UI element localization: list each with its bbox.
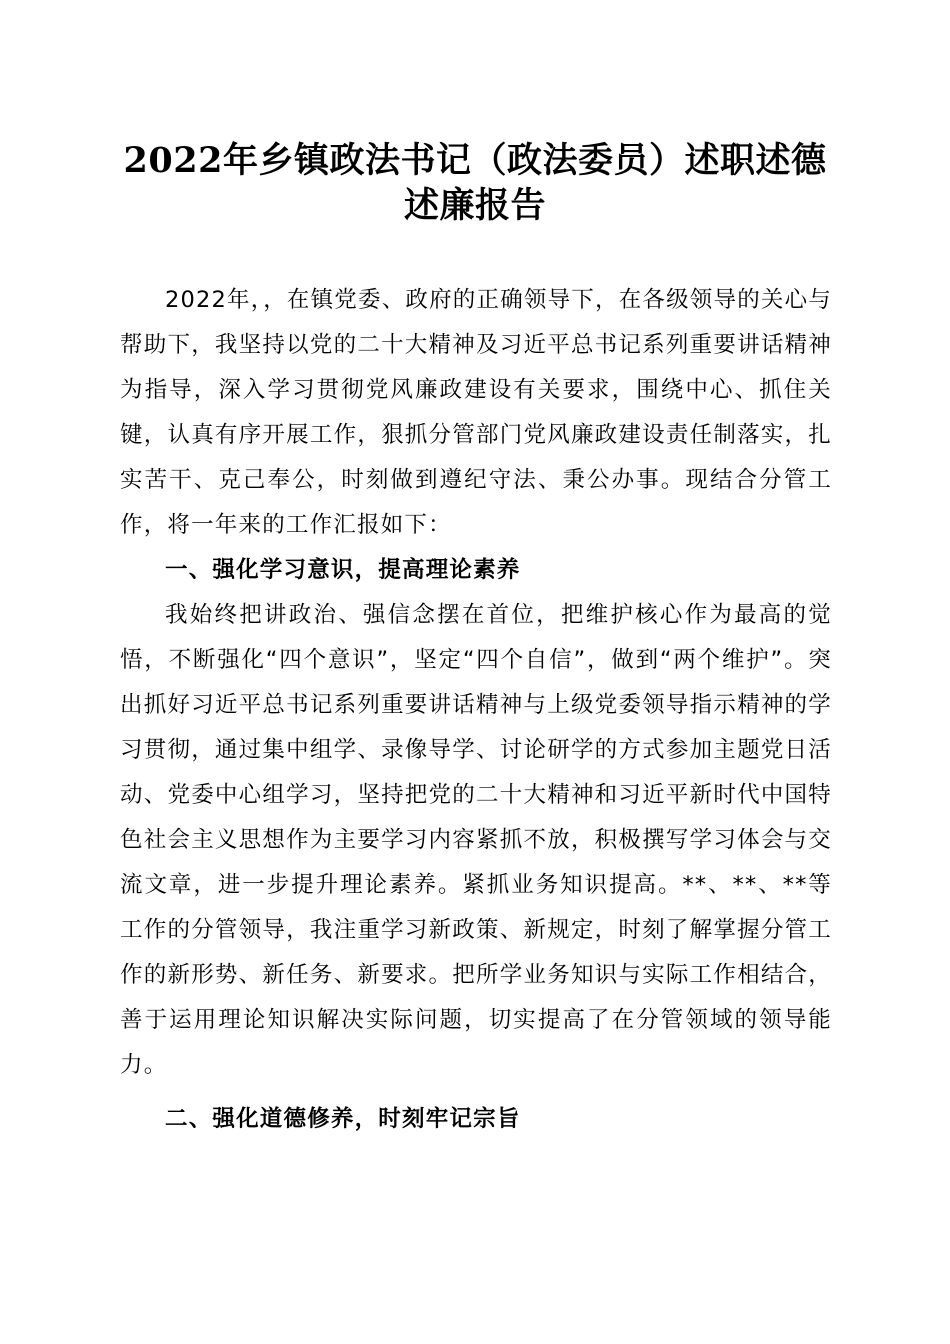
title-line-2: 述廉报告 xyxy=(403,185,546,226)
document-body xyxy=(120,278,832,1142)
section-1-paragraph: 我始终把讲政治、强信念摆在首位，把维护核心作为最高的觉悟，不断强化“四个意识”，坚定“四个自信”，做到“两个维护”。突出抓好习近平总书记系列重要讲话精神与上级党委领导指示精神的学习贯彻，通过集中组学、录像导学、讨论研学的方式参加主题党日活动、党委中心组学习，坚持把党的二十大精神和习近平新时代中国特色社会主义思想作为主要学习内容紧抓不放，积极撰写学习体会与交流文章，进一步提升理论素养。紧抓业务知识提高。**、**、**等工作的分管领导，我注重学习新政策、新规定，时刻了解掌握分管工作的新形势、新任务、新要求。把所学业务知识与实际工作相结合，善于运用理论知识解决实际问题，切实提高了在分管领域的领导能力。 xyxy=(120,602,832,1078)
section-heading-2: 二、强化道德修养，时刻牢记宗旨 xyxy=(165,1106,521,1132)
intro-paragraph: 2022年，，在镇党委、政府的正确领导下，在各级领导的关心与帮助下，我坚持以党的二十大精神及习近平总书记系列重要讲话精神为指导，深入学习贯彻党风廉政建设有关要求，围绕中心、抓住关键，认真有序开展工作，狠抓分管部门党风廉政建设责任制落实，扎实苦干、克己奉公，时刻做到遵纪守法、秉公办事。现结合分管工作，将一年来的工作汇报如下： xyxy=(120,287,833,538)
section-heading-1: 一、强化学习意识，提高理论素养 xyxy=(165,557,521,583)
document-title xyxy=(0,138,950,228)
title-line-1: 2022年乡镇政法书记（政法委员）述职述德 xyxy=(123,140,827,181)
